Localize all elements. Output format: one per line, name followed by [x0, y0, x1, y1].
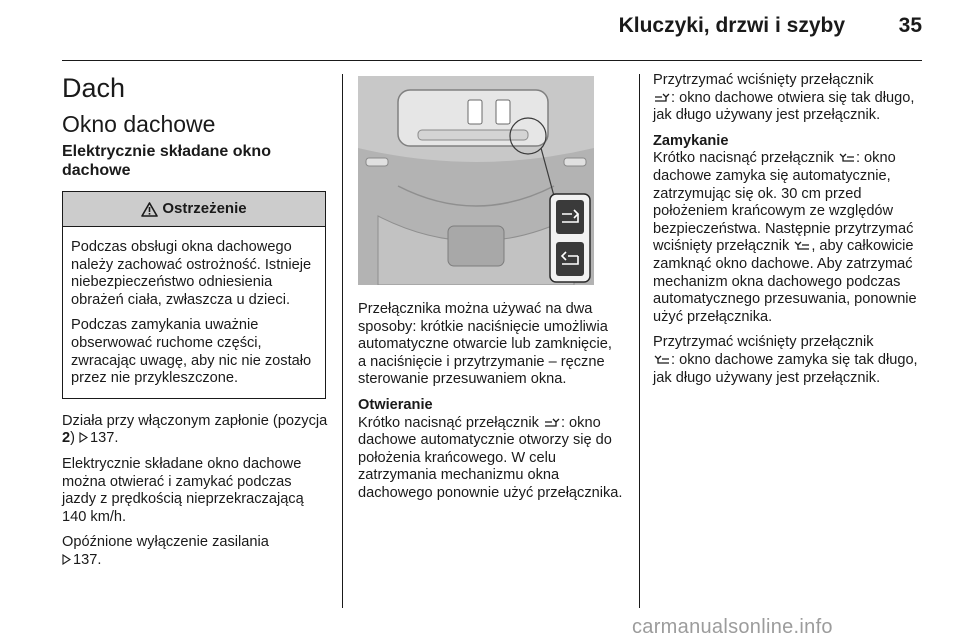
warning-box — [62, 191, 326, 399]
paragraph-delayed-power: Opóźnione wyłączenie zasilania 137. — [62, 534, 269, 568]
roof-close-switch-icon — [839, 152, 855, 164]
topic-title: Elektrycznie składane okno dachowe — [62, 143, 271, 179]
column-divider — [639, 74, 640, 608]
paragraph-switch-usage: Przełącznika można używać na dwa sposoby: krótkie naciśnięcie umożliwia automatyczne otwarcie lub zamknięcie, a naciśnięcie i przytrzymanie – ręczne sterowanie przesuwaniem okna. — [358, 301, 612, 388]
overhead-console-drawing — [358, 76, 594, 285]
paragraph-closing: Krótko nacisnąć przełącznik : okno dachowe zamyka się automatycznie, zatrzymując się ok. 30 cm przed położeniem krańcowym ze względów bezpieczeństwa. Następnie przytrzymać wciśnięty przełącznik , aby całkowicie zamknąć okno dachowe. Aby zatrzymać mechanizm okna dachowego podczas automatycznego przesuwania, ponownie użyć przełącznika. — [653, 150, 917, 325]
paragraph-hold-open: Przytrzymać wciśnięty przełącznik : okno dachowe otwiera się tak długo, jak długo używany jest przełącznik. — [653, 72, 915, 124]
warning-header — [63, 192, 325, 227]
roof-close-switch-icon — [794, 240, 810, 252]
column-left — [62, 72, 328, 578]
warning-paragraph: Podczas zamykania uważnie obserwować ruchome części, zwracając uwagę, aby nic nie zostało przez nie przykleszczone. — [71, 317, 312, 387]
page-number: 35 — [898, 14, 922, 37]
warning-body — [63, 227, 325, 398]
header-divider — [62, 60, 922, 61]
column-right — [653, 72, 923, 395]
cross-reference-arrow-icon — [62, 554, 71, 565]
cross-reference-arrow-icon — [79, 432, 88, 443]
page-reference-link[interactable]: 137. — [73, 551, 102, 568]
roof-open-switch-icon — [544, 417, 560, 429]
subsection-title: Okno dachowe — [62, 111, 216, 137]
column-middle — [358, 72, 624, 511]
paragraph-ignition: Działa przy włączonym zapłonie (pozycja 2) 137. — [62, 412, 328, 447]
paragraph-speed: Elektrycznie składane okno dachowe można otwierać i zamykać podczas jazdy z prędkością nieprzekraczającą 140 km/h. — [62, 455, 304, 525]
warning-title: Ostrzeżenie — [162, 200, 247, 218]
heading-closing: Zamykanie — [653, 132, 729, 149]
warning-triangle-icon — [141, 202, 158, 217]
roof-close-switch-icon — [654, 354, 670, 366]
roof-switch-illustration — [358, 76, 594, 285]
warning-paragraph: Podczas obsługi okna dachowego należy zachować ostrożność. Istnieje niebezpieczeństwo odniesienia obrażeń ciała, zwłaszcza u dzieci. — [71, 239, 312, 308]
column-divider — [342, 74, 343, 608]
running-header-title: Kluczyki, drzwi i szyby — [618, 14, 845, 37]
roof-open-switch-icon — [654, 92, 670, 104]
page-reference-link[interactable]: 137. — [90, 430, 119, 447]
paragraph-hold-close: Przytrzymać wciśnięty przełącznik : okno dachowe zamyka się tak długo, jak długo używany jest przełącznik. — [653, 334, 918, 386]
section-title: Dach — [62, 73, 126, 103]
watermark: carmanualsonline.info — [632, 616, 833, 638]
heading-opening: Otwieranie — [358, 396, 433, 413]
paragraph-opening: Krótko nacisnąć przełącznik : okno dachowe automatycznie otworzy się do położenia krańcowego. W celu zatrzymania mechanizmu okna dachowego ponownie użyć przełącznika. — [358, 414, 623, 501]
